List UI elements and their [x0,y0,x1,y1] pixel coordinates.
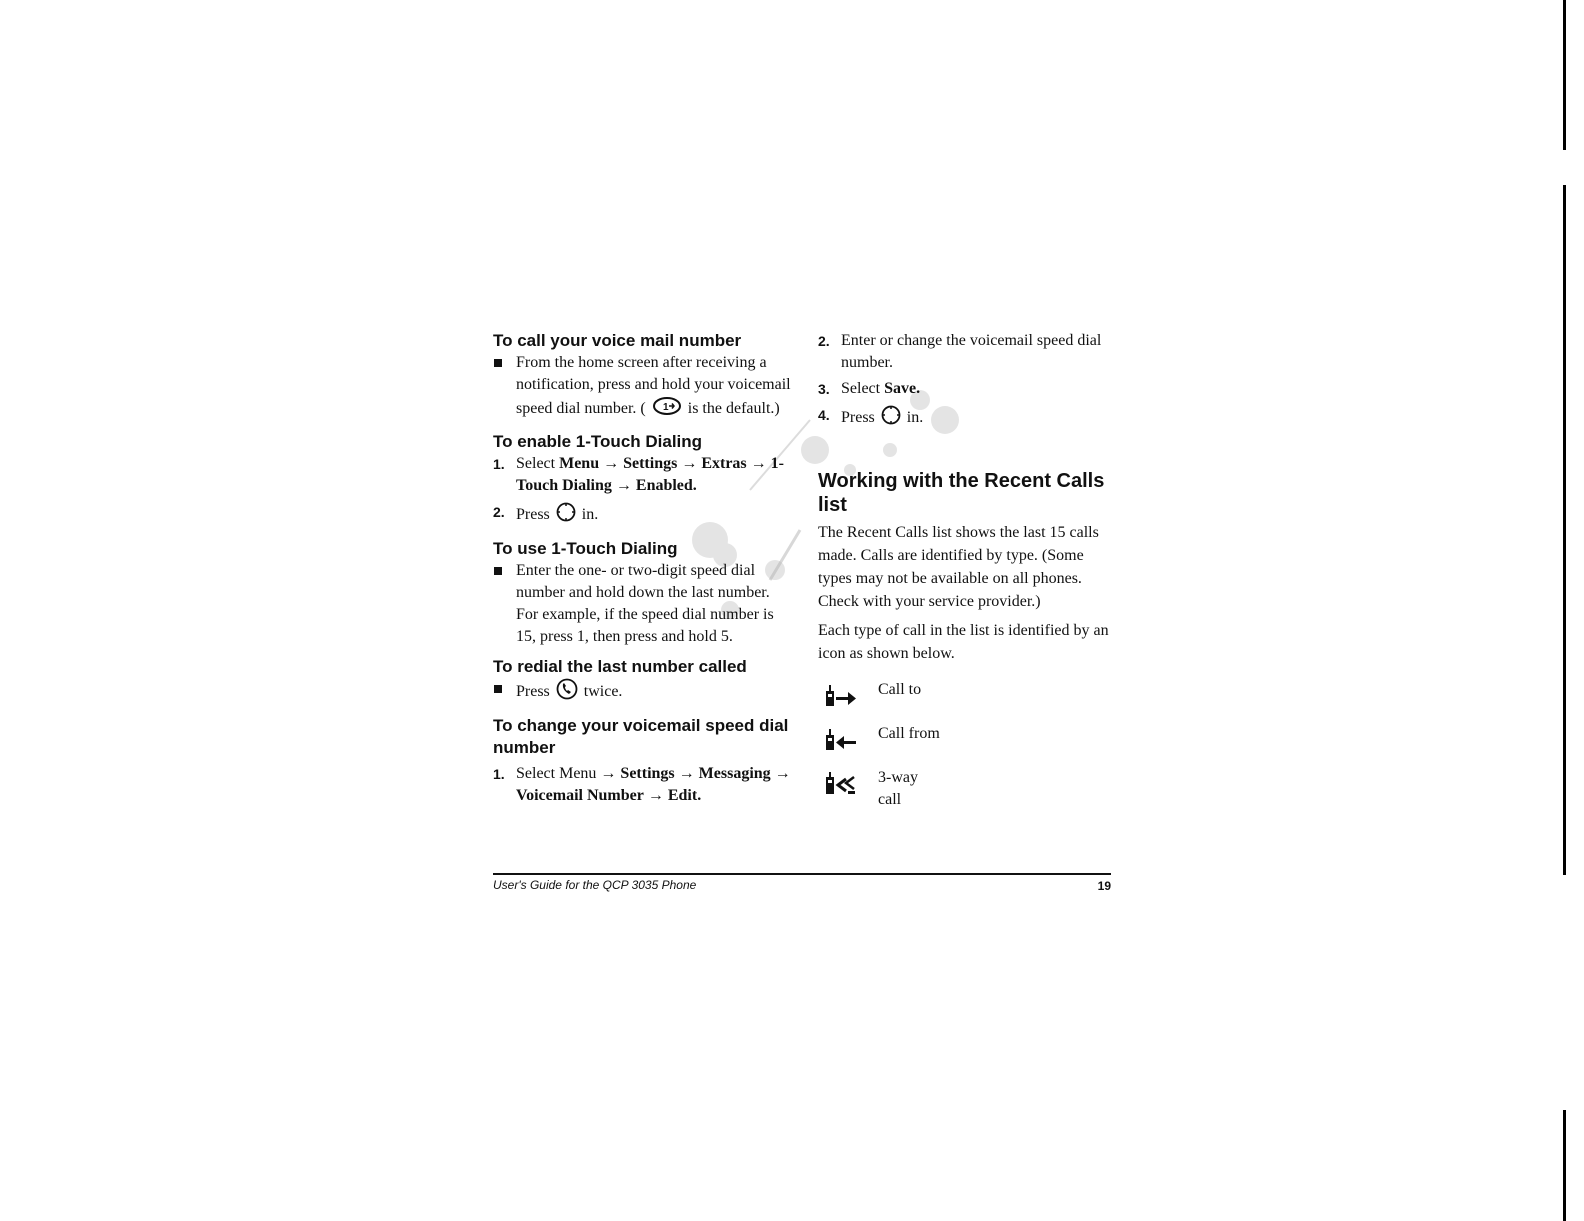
voicemail-text-before: From the home screen after receiving a notification, press and hold your voicemail speed dial number. ( [516,354,791,418]
enabled-option: Enabled. [635,477,697,494]
use-instruction [493,560,793,648]
select-menu-text: Select Menu [516,765,597,782]
voicemail-heading: To call your voice mail number [493,331,742,350]
twice-word: twice. [583,683,623,701]
bullet-square [494,567,502,575]
call-type-row [818,679,1118,723]
redial-heading: To redial the last number called [493,657,747,676]
arrow-icon: → [774,765,791,782]
change-step-4 [818,404,1118,433]
scan-edge-bottom [1563,1110,1566,1221]
enable-heading: To enable 1-Touch Dialing [493,432,703,451]
arrow-icon: → [681,455,698,472]
select-word: Select [841,380,881,397]
left-column [493,330,793,807]
call-type-row [818,767,1118,817]
step-number: 1. [493,766,505,782]
edit-option: Edit. [667,787,702,804]
extras-option: Extras [701,455,747,472]
nav-key-icon [556,501,576,530]
use-heading: To use 1-Touch Dialing [493,539,678,558]
arrow-icon: → [615,477,632,494]
settings-option: Settings [623,455,678,472]
step-number: 1. [493,456,505,472]
change-step-3 [818,378,1118,400]
voicemail-key-icon [652,396,682,423]
three-way-call-icon [824,771,858,802]
recent-calls-para-1: The Recent Calls list shows the last 15 calls made. Calls are identified by type. (Some types may not be available on all phones. Check with your service provider.) [818,524,1099,610]
one-touch-dialing-option: 1-Touch Dialing [516,455,784,494]
bullet-square [494,359,502,367]
change-step-1 [493,763,793,807]
talk-key-icon [556,678,578,707]
in-word: in. [581,506,599,524]
arrow-icon: → [678,765,695,782]
enable-step-1 [493,453,793,497]
arrow-icon: → [750,455,767,472]
enable-step-2 [493,501,793,530]
call-to-icon [824,683,858,714]
step-2-text: Enter or change the voicemail speed dial number. [841,332,1102,371]
recent-calls-para-2: Each type of call in the list is identified by an icon as shown below. [818,622,1109,662]
scan-edge-mid [1563,185,1566,875]
use-text: Enter the one- or two-digit speed dial number and hold down the last number. For example, if the speed dial number is 15, press 1, then press and hold 5. [516,562,774,645]
save-option: Save. [884,380,921,397]
press-word: Press [516,683,550,701]
select-word: Select [516,455,556,472]
footer-title: User's Guide for the QCP 3035 Phone [493,878,697,892]
arrow-icon: → [600,765,617,782]
call-from-icon [824,727,858,758]
call-type-icon-list [818,679,1118,817]
scan-edge-top [1563,0,1566,150]
call-type-label: Call from [878,725,940,742]
right-column [818,330,1118,817]
bullet-square [494,685,502,693]
arrow-icon: → [647,787,664,804]
voicemail-instruction [493,352,793,423]
in-word: in. [906,409,924,427]
change-heading: To change your voicemail speed dial number [493,716,789,757]
change-step-2 [818,330,1118,374]
recent-calls-heading: Working with the Recent Calls list [818,470,1105,516]
press-word: Press [841,409,875,427]
menu-option: Menu [559,455,600,472]
call-type-label: 3-way call [878,769,918,808]
call-type-label: Call to [878,681,922,698]
step-number: 2. [818,333,830,349]
press-word: Press [516,506,550,524]
call-type-row [818,723,1118,767]
arrow-icon: → [603,455,620,472]
footer-rule [493,873,1111,875]
voicemail-number-option: Voicemail Number [516,787,644,804]
step-number: 3. [818,381,830,397]
messaging-option: Messaging [698,765,771,782]
settings-option: Settings [620,765,675,782]
step-number: 2. [493,504,505,520]
svg-text:1: 1 [662,402,669,413]
nav-key-icon [881,404,901,433]
voicemail-text-after: is the default.) [687,400,780,418]
step-number: 4. [818,407,830,423]
redial-instruction [493,678,793,707]
page-number: 19 [1097,879,1111,893]
